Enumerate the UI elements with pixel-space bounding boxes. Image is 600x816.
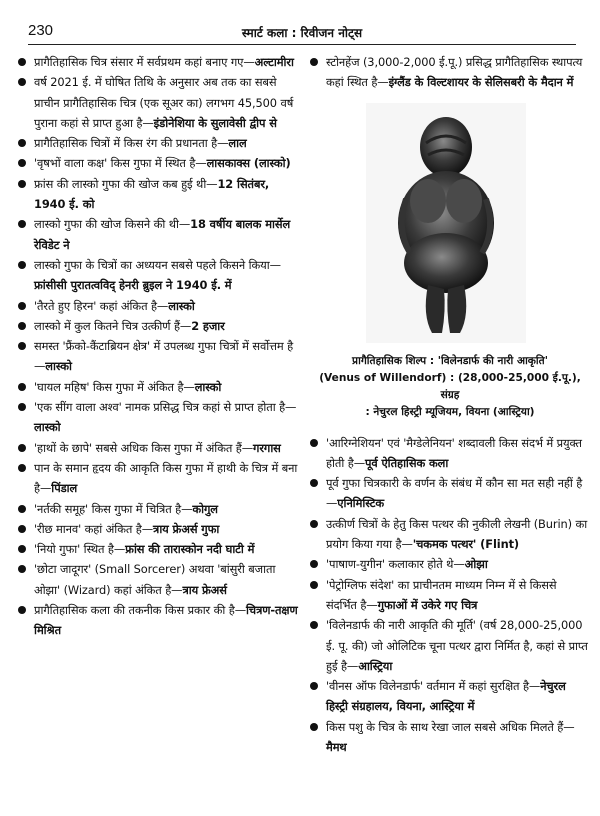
question-text: 'छोटा जादूगर' (Small Sorcerer) अथवा 'बांसुरी बजाता ओझा' (Wizard) कहां अंकित है— <box>34 562 276 597</box>
answer-text: 'चकमक पत्थर' (Flint) <box>412 537 520 552</box>
bullet-icon <box>18 444 26 452</box>
question-text: पूर्व गुफा चित्रकारी के वर्णन के संबंध में कौन सा मत सही नहीं है— <box>326 476 583 511</box>
question-text: 'विलेनडार्फ की नारी आकृति की मूर्ति' (वर्ष 28,000-25,000 ई. पू. की) जो ओलिटिक चूना पत्थर द्वारा निर्मित है, कहां से प्राप्त हुई है— <box>326 618 588 673</box>
venus-statue-illustration <box>366 103 526 343</box>
question-text: पान के समान हृदय की आकृति किस गुफा में हाथी के चित्र में बना है— <box>34 460 298 496</box>
question-item <box>18 539 300 559</box>
answer-text: लाल <box>228 136 247 151</box>
page-number: 230 <box>28 22 54 39</box>
bullet-icon <box>18 342 26 350</box>
bullet-icon <box>18 58 26 66</box>
bullet-icon <box>310 520 318 528</box>
question-text: समस्त 'फ्रैंको-कैंटाब्रियन क्षेत्र' में उपलब्ध गुफा चित्रों में सर्वोत्तम है— <box>34 339 294 374</box>
answer-text: अल्टामीरा <box>254 55 294 69</box>
answer-text: फ्रांस की तारास्कोन नदी घाटी में <box>125 542 255 557</box>
bullet-icon <box>18 403 26 411</box>
question-item <box>18 438 300 458</box>
answer-text: गुफाओं में उकेरे गए चित्र <box>377 597 478 612</box>
question-text: वर्ष 2021 ई. में घोषित तिथि के अनुसार अब तक का सबसे प्राचीन प्रागैतिहासिक चित्र (एक सूअर का) लगभग 45,500 वर्ष पुराना कहां से प्राप्त हुआ है— <box>34 75 294 130</box>
caption-line-3: : नेचुरल हिस्ट्री म्यूजियम, वियना (आस्ट्रिया) <box>365 405 535 418</box>
bullet-icon <box>18 505 26 513</box>
answer-text: मैमथ <box>326 740 347 755</box>
question-text: प्रागैतिहासिक कला की तकनीक किस प्रकार की है— <box>34 603 246 618</box>
answer-text: लास्को <box>168 298 195 313</box>
answer-text: 2 हजार <box>191 318 225 333</box>
bullet-icon <box>18 464 26 472</box>
question-item <box>18 214 300 255</box>
question-item <box>18 559 300 600</box>
bullet-icon <box>310 581 318 589</box>
question-item <box>310 554 590 574</box>
question-item <box>18 72 300 133</box>
question-item <box>18 153 300 173</box>
bullet-icon <box>18 220 26 228</box>
figure-caption <box>310 353 590 421</box>
question-text: 'एक सींग वाला अश्व' नामक प्रसिद्ध चित्र कहां से प्राप्त होता है— <box>34 400 297 415</box>
running-title: स्मार्ट कला : रिवीजन नोट्स <box>241 26 363 40</box>
bullet-icon <box>18 383 26 391</box>
question-item <box>18 133 300 153</box>
bullet-icon <box>310 682 318 690</box>
question-item <box>18 174 300 215</box>
caption-line-2: (Venus of Willendorf) : (28,000-25,000 ई.पू.), संग्रह <box>319 371 581 401</box>
bullet-icon <box>18 525 26 533</box>
answer-text: पिंडाल <box>51 481 78 496</box>
question-text: स्टोनहेंज (3,000-2,000 ई.पू.) प्रसिद्ध प्रागैतिहासिक स्थापत्य कहां स्थित है— <box>326 55 583 90</box>
question-text: किस पशु के चित्र के साथ रेखा जाल सबसे अधिक मिलते हैं— <box>326 719 575 734</box>
question-text: लास्को गुफा के चित्रों का अध्ययन सबसे पहले किसने किया— <box>34 257 281 272</box>
question-item <box>18 316 300 336</box>
question-item <box>310 473 590 514</box>
bullet-icon <box>18 261 26 269</box>
answer-text: चित्रण-तक्षण मिश्रित <box>34 603 298 638</box>
question-item <box>310 433 590 474</box>
bullet-icon <box>310 439 318 447</box>
bullet-icon <box>18 302 26 310</box>
answer-text: 18 वर्षीय बालक मार्सेल रेविडेट ने <box>34 217 291 252</box>
question-item <box>18 52 300 72</box>
question-item <box>18 458 300 499</box>
question-item <box>18 499 300 519</box>
answer-text: लास्को <box>194 379 222 394</box>
question-text: 'पेट्रोग्लिफ संदेश' का प्राचीनतम माध्यम निम्न में से किससे संदर्भित है— <box>326 577 557 612</box>
answer-text: त्राय फ्रेअर्स गुफा <box>153 521 220 536</box>
question-item <box>310 514 590 555</box>
answer-text: कोगुल <box>192 501 218 516</box>
question-text: 'पाषाण-युगीन' कलाकार होते थे— <box>326 557 465 572</box>
answer-text: पूर्व ऐतिहासिक कला <box>365 455 449 470</box>
question-text: 'वृषभों वाला कक्ष' किस गुफा में स्थित है— <box>34 156 207 171</box>
question-text: 'तैरते हुए हिरन' कहां अंकित है— <box>34 298 169 313</box>
answer-text: एनिमिस्टिक <box>337 496 384 511</box>
question-item <box>18 255 300 296</box>
answer-text: आस्ट्रिया <box>358 658 393 673</box>
bullet-icon <box>310 479 318 487</box>
right-top-list <box>310 52 590 93</box>
bullet-icon <box>18 139 26 147</box>
question-item <box>18 296 300 316</box>
bullet-icon <box>18 78 26 86</box>
answer-text: नेचुरल हिस्ट्री संग्रहालय, वियना, आस्ट्रिया में <box>326 679 566 714</box>
bullet-icon <box>18 159 26 167</box>
question-text: फ्रांस की लास्को गुफा की खोज कब हुई थी— <box>34 176 218 191</box>
answer-text: फ्रांसीसी पुरातत्वविद् हेनरी ब्रुइल ने 1940 ई. में <box>34 278 232 293</box>
caption-line-1: प्रागैतिहासिक शिल्प : 'विलेनडार्फ की नारी आकृति' <box>352 354 548 367</box>
question-item <box>18 519 300 539</box>
question-text: उत्कीर्ण चित्रों के हेतु किस पत्थर की नुकीली लेखनी (Burin) का प्रयोग किया गया है— <box>326 516 588 552</box>
question-text: लास्को गुफा की खोज किसने की थी— <box>34 217 191 232</box>
question-item <box>18 377 300 397</box>
bullet-icon <box>18 322 26 330</box>
question-text: 'घायल महिष' किस गुफा में अंकित है— <box>34 379 195 394</box>
question-text: 'हाथों के छापे' सबसे अधिक किस गुफा में अंकित हैं— <box>34 440 254 455</box>
answer-text: लास्को <box>34 420 61 435</box>
left-column <box>18 52 300 641</box>
venus-figure-image <box>366 103 526 343</box>
right-column <box>310 52 590 757</box>
question-text: 'नर्तकी समूह' किस गुफा में चित्रित है— <box>34 501 193 516</box>
bullet-icon <box>18 180 26 188</box>
question-text: प्रागैतिहासिक चित्र संसार में सर्वप्रथम कहां बनाए गए— <box>34 55 255 69</box>
answer-text: 12 सितंबर, 1940 ई. को <box>34 176 270 212</box>
bullet-icon <box>310 723 318 731</box>
question-text: 'नियो गुफा' स्थित है— <box>34 542 126 557</box>
answer-text: गरगास <box>253 440 281 455</box>
question-item <box>310 615 590 676</box>
question-item <box>310 676 590 717</box>
question-item <box>18 336 300 377</box>
bullet-icon <box>18 545 26 553</box>
answer-text: त्राय फ्रेअर्स <box>182 582 227 597</box>
bullet-icon <box>18 606 26 614</box>
right-bottom-list <box>310 433 590 758</box>
answer-text: लासकाक्स (लास्को) <box>206 156 291 171</box>
question-item <box>310 717 590 758</box>
answer-text: इंडोनेशिया के सुलावेसी द्वीप से <box>153 115 277 130</box>
question-item <box>18 397 300 438</box>
answer-text: ओझा <box>464 557 488 572</box>
question-text: 'आरिग्नेशियन' एवं 'मैग्डेलेनियन' शब्दावली किस संदर्भ में प्रयुक्त होती है— <box>326 435 582 470</box>
question-item <box>18 600 300 641</box>
question-text: 'रीछ मानव' कहां अंकित है— <box>34 521 154 536</box>
question-text: 'वीनस ऑफ विलेनडार्फ' वर्तमान में कहां सुरक्षित है— <box>326 679 541 694</box>
bullet-icon <box>310 58 318 66</box>
answer-text: इंग्लैंड के विल्टशायर के सेलिसबरी के मैदान में <box>388 75 574 90</box>
bullet-icon <box>310 560 318 568</box>
bullet-icon <box>310 621 318 629</box>
question-item <box>310 575 590 616</box>
page-header <box>28 22 576 45</box>
question-text: प्रागैतिहासिक चित्रों में किस रंग की प्रधानता है— <box>34 136 229 151</box>
bullet-icon <box>18 565 26 573</box>
question-text: लास्को में कुल कितने चित्र उत्कीर्ण हैं— <box>34 318 192 333</box>
question-item <box>310 52 590 93</box>
answer-text: लास्को <box>45 359 72 374</box>
